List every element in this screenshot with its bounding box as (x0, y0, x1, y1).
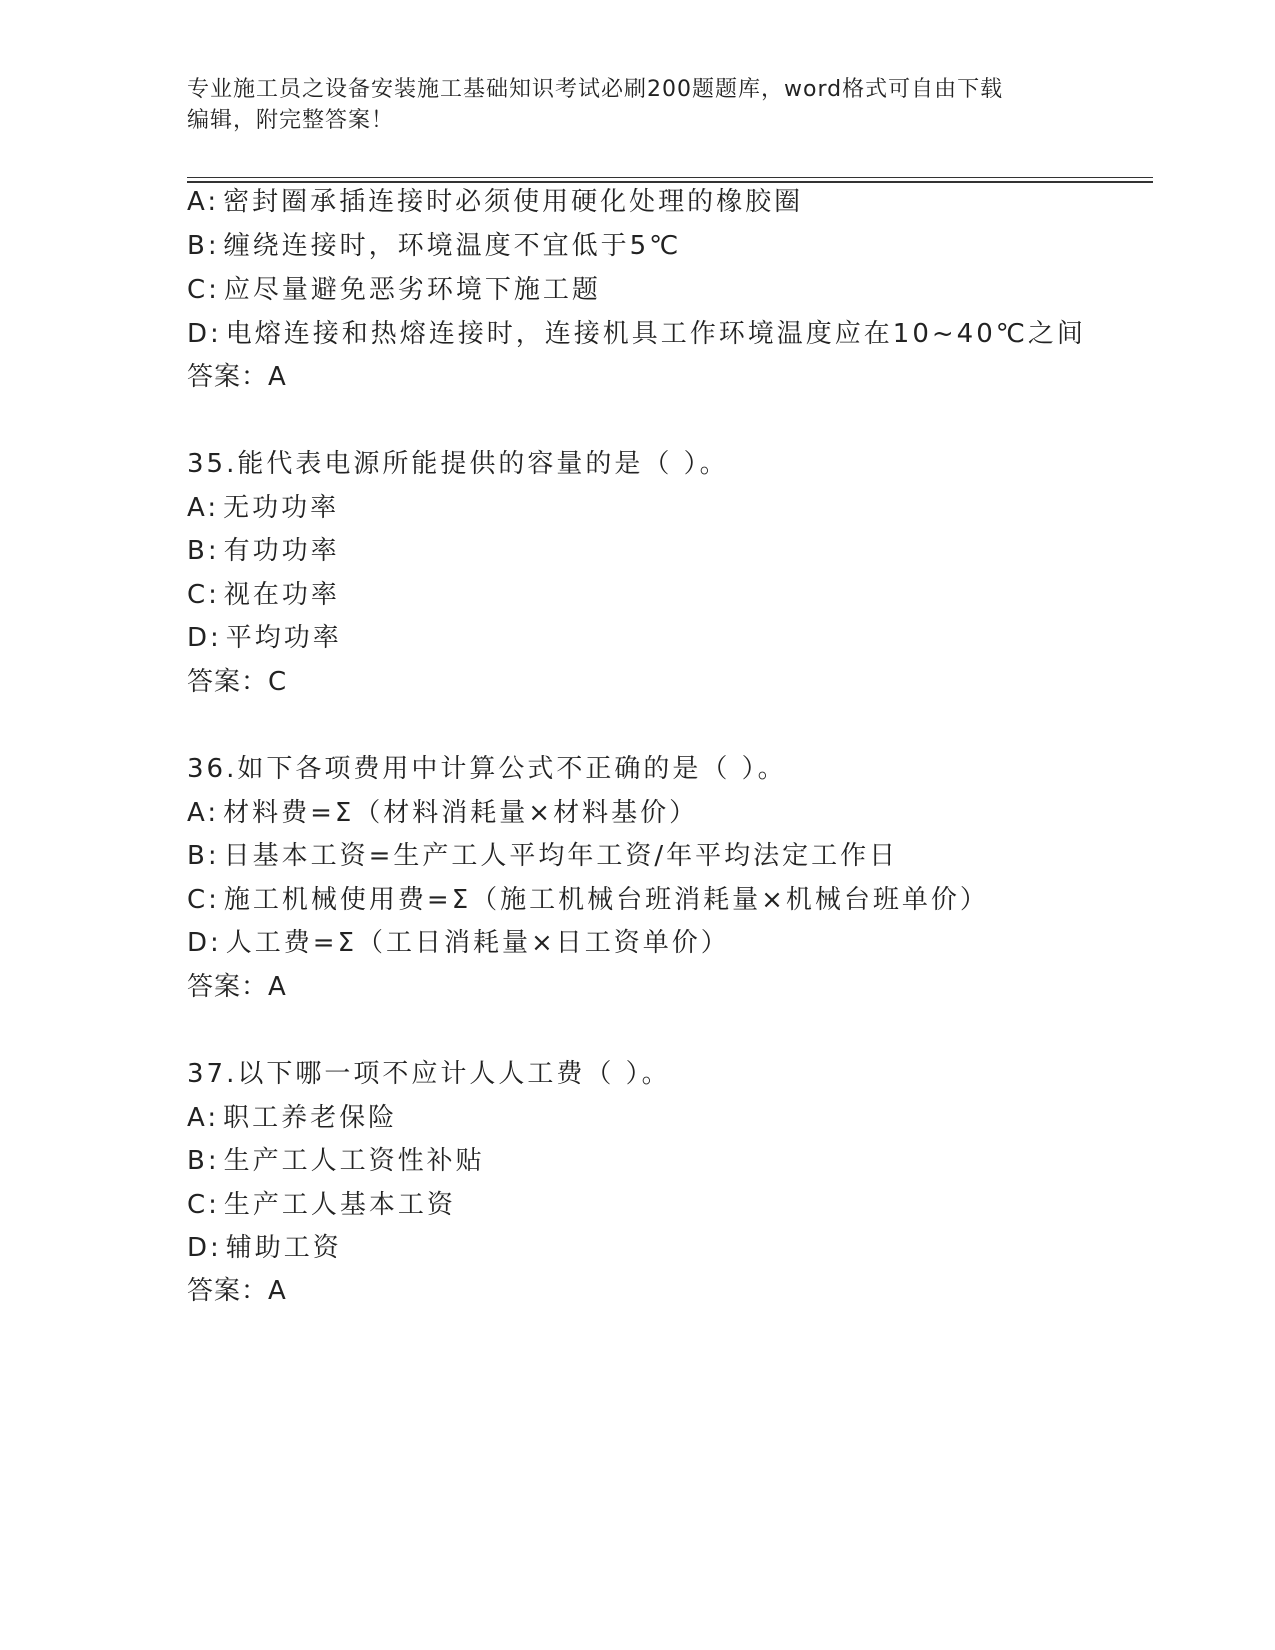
option-text: 材料费=Σ（材料消耗量×材料基价） (223, 798, 699, 828)
option-d (187, 1232, 342, 1264)
option-text: 电熔连接和热熔连接时，连接机具工作环境温度应在10~40℃之间 (225, 319, 1086, 349)
option-c (187, 579, 340, 611)
option-a (187, 492, 339, 524)
option-a (187, 186, 803, 218)
option-letter: C: (187, 580, 220, 610)
answer-line: 答案：A (187, 972, 287, 1002)
question-stem: 36.如下各项费用中计算公式不正确的是（ ）。 (187, 754, 787, 784)
document-header (187, 74, 1077, 136)
answer-line: 答案：C (187, 667, 288, 697)
option-letter: B: (187, 1146, 220, 1176)
option-letter: B: (187, 841, 220, 871)
option-d (187, 622, 342, 654)
option-letter: D: (187, 928, 222, 958)
option-text: 生产工人基本工资 (223, 1190, 456, 1220)
option-letter: B: (187, 231, 220, 261)
option-b (187, 840, 898, 872)
header-title-line-2: 编辑，附完整答案！ (187, 108, 395, 133)
option-a (187, 1102, 397, 1134)
option-text: 应尽量避免恶劣环境下施工题 (223, 275, 601, 305)
option-letter: A: (187, 798, 220, 828)
option-d (187, 318, 1086, 350)
header-divider-thin (187, 177, 1153, 178)
option-letter: C: (187, 1190, 220, 1220)
option-b (187, 1145, 485, 1177)
option-text: 密封圈承插连接时必须使用硬化处理的橡胶圈 (223, 187, 804, 217)
option-letter: D: (187, 1233, 222, 1263)
option-text: 平均功率 (225, 623, 342, 653)
option-letter: C: (187, 275, 220, 305)
option-a (187, 797, 698, 829)
option-c (187, 274, 601, 306)
header-divider-thick (187, 181, 1153, 183)
option-c (187, 884, 989, 916)
option-text: 日基本工资=生产工人平均年工资/年平均法定工作日 (223, 841, 899, 871)
option-letter: A: (187, 493, 220, 523)
option-c (187, 1189, 456, 1221)
option-b (187, 230, 681, 262)
option-text: 辅助工资 (225, 1233, 342, 1263)
option-letter: C: (187, 885, 220, 915)
option-letter: A: (187, 187, 220, 217)
option-text: 职工养老保险 (223, 1103, 398, 1133)
option-letter: B: (187, 536, 220, 566)
question-stem: 37.以下哪一项不应计人人工费（ ）。 (187, 1059, 671, 1089)
answer-line: 答案：A (187, 362, 287, 392)
option-letter: D: (187, 319, 222, 349)
option-text: 视在功率 (223, 580, 340, 610)
header-title-line-1: 专业施工员之设备安装施工基础知识考试必刷200题题库，word格式可自由下载 (187, 77, 1004, 102)
option-text: 人工费=Σ（工日消耗量×日工资单价） (225, 928, 730, 958)
option-letter: D: (187, 623, 222, 653)
option-d (187, 927, 730, 959)
option-b (187, 535, 340, 567)
option-letter: A: (187, 1103, 220, 1133)
option-text: 生产工人工资性补贴 (223, 1146, 485, 1176)
question-stem: 35.能代表电源所能提供的容量的是（ ）。 (187, 449, 729, 479)
option-text: 无功功率 (223, 493, 340, 523)
option-text: 有功功率 (223, 536, 340, 566)
answer-line: 答案：A (187, 1276, 287, 1306)
option-text: 施工机械使用费=Σ（施工机械台班消耗量×机械台班单价） (223, 885, 989, 915)
option-text: 缠绕连接时，环境温度不宜低于5℃ (223, 231, 682, 261)
